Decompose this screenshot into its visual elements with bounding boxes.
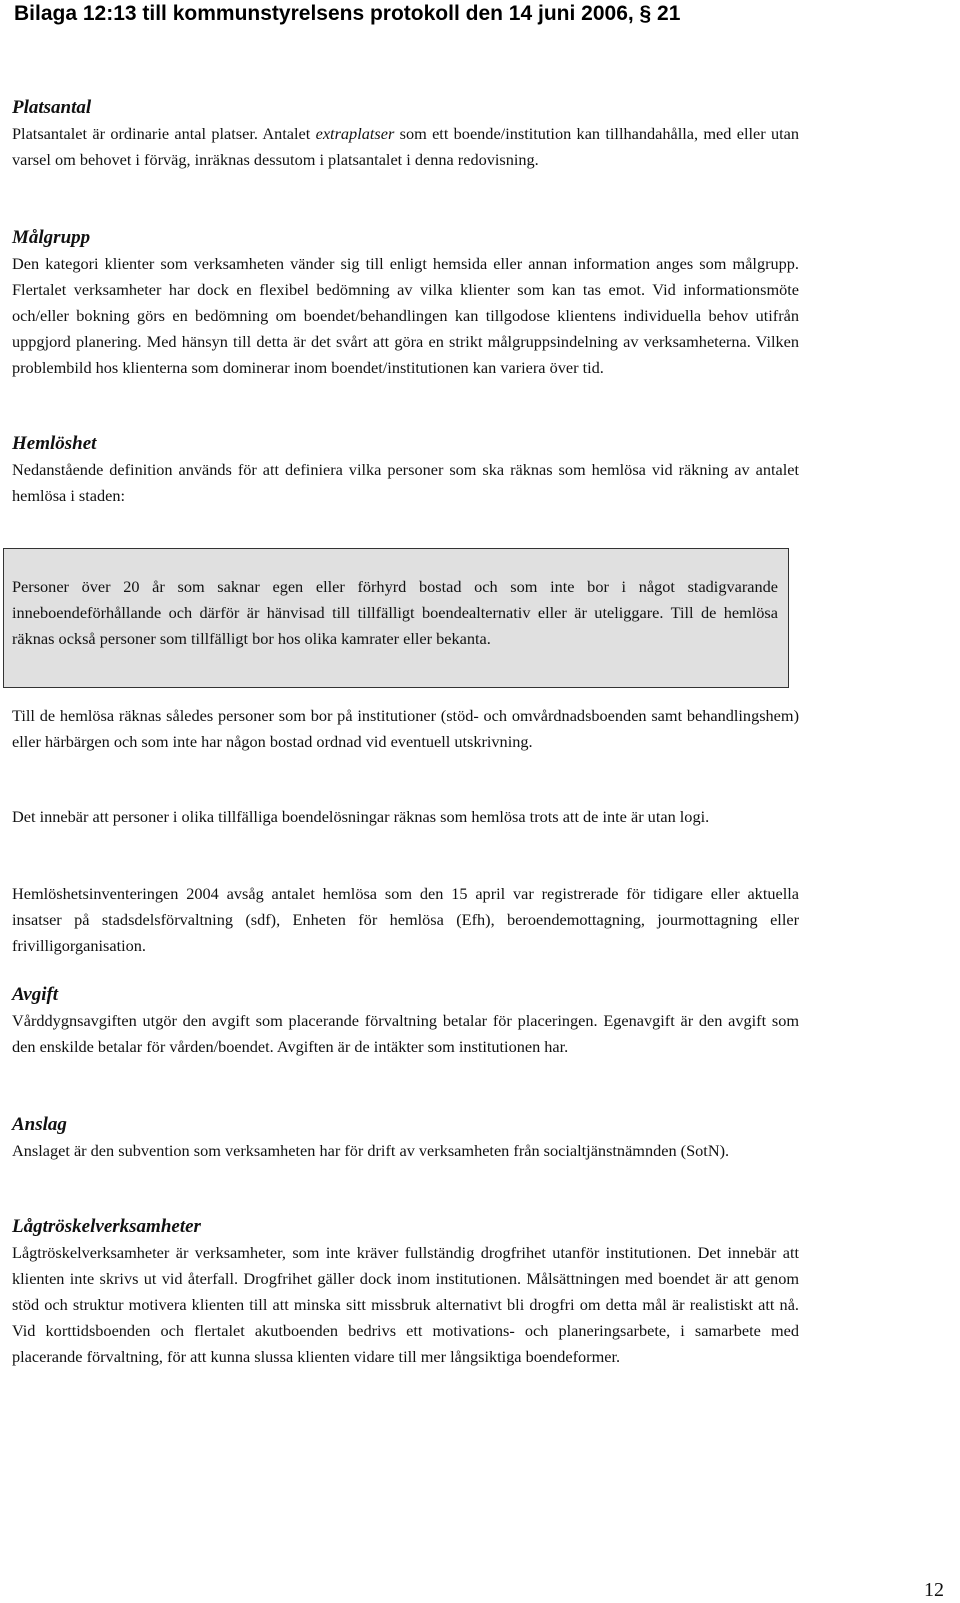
paragraph-hemloshet-2: Det innebär att personer i olika tillfälliga boendelösningar räknas som hemlösa trots att de inte är utan logi. xyxy=(12,807,710,826)
definition-box xyxy=(3,548,789,688)
paragraph-malgrupp: Den kategori klienter som verksamheten vänder sig till enligt hemsida eller annan information anges som målgrupp. Flertalet verksamheter har dock en flexibel bedömning av vilka klienter som kan tas emot. Vid informationsmöte och/eller bokning görs en bedömning om boendet/behandlingen kan tillgodose klientens individuella behov utifrån uppgjord planering. Med hänsyn till detta är det svårt att göra en strikt målgruppsindelning av verksamheterna. Vilken problembild hos klienterna som dominerar inom boendet/institutionen kan variera över tid. xyxy=(12,254,799,377)
section-heading-malgrupp: Målgrupp xyxy=(12,227,91,248)
emphasis-extraplatser: extraplatser xyxy=(315,124,395,143)
section-hemloshet-paragraph-2 xyxy=(12,804,799,830)
section-lagtroskel xyxy=(12,1214,799,1370)
page-number: 12 xyxy=(924,1579,944,1601)
definition-text: Personer över 20 år som saknar egen eller förhyrd bostad och som inte bor i något stadigvarande inneboendeförhållande och därför är hänvisad till tillfälligt boendealternativ eller är uteliggare. Till de hemlösa räknas också personer som tillfälligt bor hos olika kamrater eller bekanta. xyxy=(12,577,778,648)
section-heading-avgift: Avgift xyxy=(12,984,59,1005)
section-heading-anslag: Anslag xyxy=(12,1114,67,1135)
section-malgrupp xyxy=(12,225,799,381)
section-hemloshet xyxy=(12,431,799,509)
section-hemloshet-paragraph-3 xyxy=(12,881,799,959)
text-segment: Platsantalet är ordinarie antal platser. Antalet xyxy=(12,124,316,143)
section-avgift xyxy=(12,982,799,1060)
text-segment: som ett boende/institution kan tillhandahålla, med eller utan varsel om behovet i förväg, inräknas dessutom i platsantalet i denna redovisning. xyxy=(12,124,799,169)
section-hemloshet-paragraph-1 xyxy=(12,703,799,755)
page-header-title: Bilaga 12:13 till kommunstyrelsens protokoll den 14 juni 2006, § 21 xyxy=(14,2,681,25)
paragraph-avgift: Vårddygnsavgiften utgör den avgift som placerande förvaltning betalar för placeringen. Egenavgift är den avgift som den enskilde betalar för vården/boendet. Avgiften är de intäkter som institutionen har. xyxy=(12,1011,799,1056)
paragraph-hemloshet-1: Till de hemlösa räknas således personer som bor på institutioner (stöd- och omvårdnadsboenden samt behandlingshem) eller härbärgen och som inte har någon bostad ordnad vid eventuell utskrivning. xyxy=(12,706,799,751)
paragraph-lagtroskel: Lågtröskelverksamheter är verksamheter, som inte kräver fullständig drogfrihet utanför institutionen. Det innebär att klienten inte skrivs ut vid återfall. Drogfrihet gäller dock inom institutionen. Målsättningen med boendet är att genom stöd och struktur motivera klienten till att minska sitt missbruk alternativt bli drogfri om detta mål är realistiskt att nå. Vid korttidsboenden och flertalet akutboenden bedrivs ett motivations- och planeringsarbete, i samarbete med placerande förvaltning, för att kunna slussa klienten vidare till mer långsiktiga boendeformer. xyxy=(12,1243,799,1366)
section-heading-lagtroskel: Lågtröskelverksamheter xyxy=(12,1216,201,1237)
section-anslag xyxy=(12,1112,799,1164)
paragraph-platsantal xyxy=(12,121,799,173)
section-heading-platsantal: Platsantal xyxy=(12,97,92,118)
paragraph-anslag: Anslaget är den subvention som verksamheten har för drift av verksamheten från socialtjänstnämnden (SotN). xyxy=(12,1141,730,1160)
section-heading-hemloshet: Hemlöshet xyxy=(12,433,97,454)
paragraph-hemloshet-3: Hemlöshetsinventeringen 2004 avsåg antalet hemlösa som den 15 april var registrerade för tidigare eller aktuella insatser på stadsdelsförvaltning (sdf), Enheten för hemlösa (Efh), beroendemottagning, jourmottagning eller frivilligorganisation. xyxy=(12,884,799,955)
section-platsantal xyxy=(12,95,799,173)
paragraph-hemloshet-intro: Nedanstående definition används för att definiera vilka personer som ska räknas som hemlösa vid räkning av antalet hemlösa i staden: xyxy=(12,460,799,505)
